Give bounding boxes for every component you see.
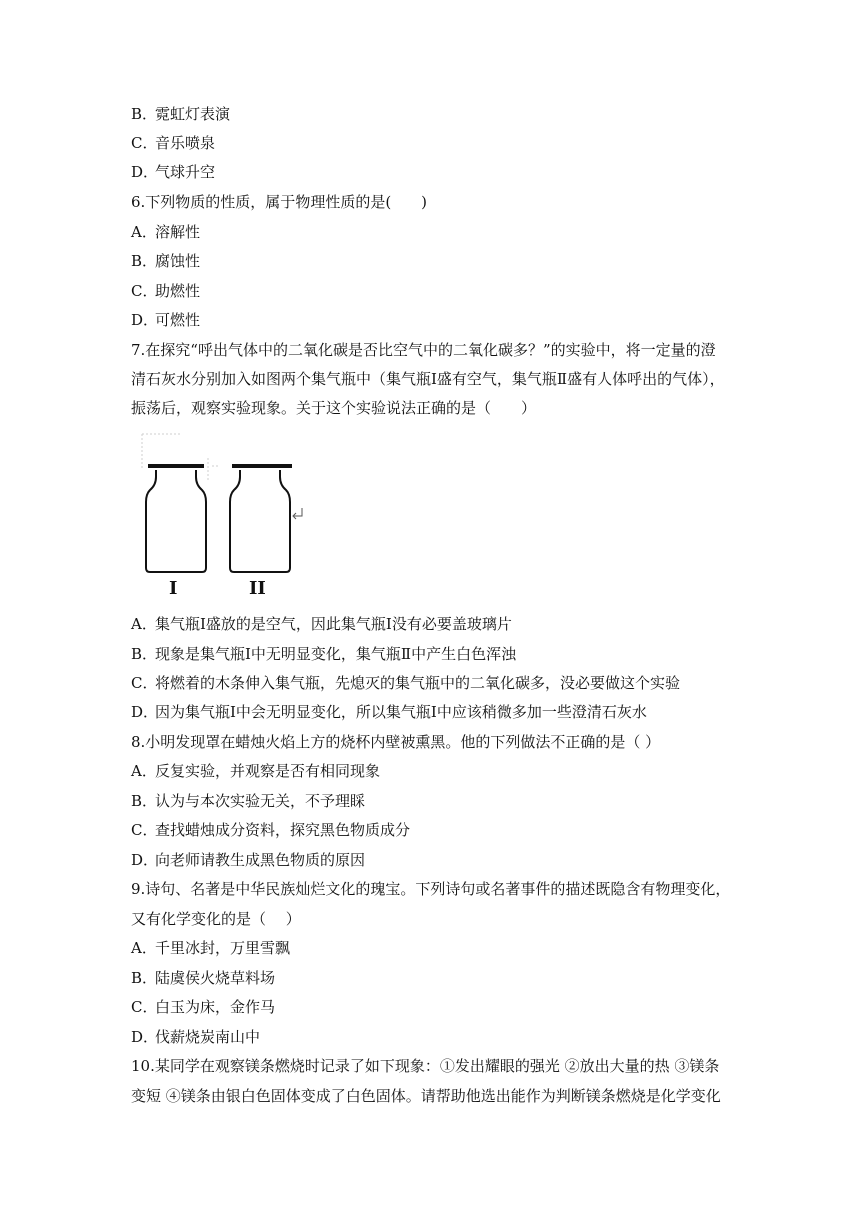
q9-option-d	[131, 1027, 260, 1047]
option-letter: C．	[131, 998, 158, 1016]
q8-option-d	[131, 850, 365, 870]
option-text: 音乐喷泉	[155, 134, 216, 152]
option-text: 反复实验，并观察是否有相同现象	[155, 762, 381, 780]
option-text: 因为集气瓶Ⅰ中会无明显变化，所以集气瓶Ⅰ中应该稍微多加一些澄清石灰水	[155, 703, 647, 721]
q7-stem-line-1: 7.在探究“呼出气体中的二氧化碳是否比空气中的二氧化碳多？”的实验中，将一定量的澄	[131, 341, 716, 359]
option-letter: C．	[131, 821, 158, 839]
option-letter: B．	[131, 792, 158, 810]
q9-option-c	[131, 997, 275, 1017]
option-letter: A．	[131, 762, 157, 780]
bottle-2	[230, 464, 292, 572]
q9-stem-line-1: 9.诗句、名著是中华民族灿烂文化的瑰宝。下列诗句或名著事件的描述既隐含有物理变化，	[131, 880, 731, 898]
q8-option-c	[131, 820, 410, 840]
option-text: 腐蚀性	[155, 252, 201, 270]
q8-stem: 8.小明发现罩在蜡烛火焰上方的烧杯内壁被熏黑。他的下列做法不正确的是（ ）	[131, 733, 661, 751]
q6-option-a	[131, 222, 200, 242]
option-text: 白玉为床，金作马	[155, 998, 276, 1016]
bottle-1	[146, 464, 206, 572]
option-letter: C．	[131, 282, 158, 300]
option-letter: A．	[131, 615, 157, 633]
option-text: 可燃性	[155, 311, 201, 329]
q7-option-d	[131, 702, 647, 722]
gas-bottles-svg	[140, 430, 320, 600]
q7-option-a	[131, 614, 512, 634]
bottle-label-2: II	[249, 578, 266, 599]
option-text: 将燃着的木条伸入集气瓶，先熄灭的集气瓶中的二氧化碳多，没必要做这个实验	[155, 674, 681, 692]
return-mark-icon	[294, 508, 302, 516]
q7-option-c	[131, 673, 680, 693]
option-letter: C．	[131, 674, 158, 692]
option-letter: D．	[131, 703, 159, 721]
option-text: 认为与本次实验无关，不予理睬	[155, 792, 366, 810]
q9-option-a	[131, 938, 290, 958]
option-letter: B．	[131, 105, 158, 123]
option-text: 气球升空	[155, 163, 216, 181]
bottle-label-1: I	[169, 578, 178, 599]
option-letter: D．	[131, 851, 159, 869]
q7-option-b	[131, 644, 516, 664]
option-letter: B．	[131, 645, 158, 663]
option-letter: C．	[131, 134, 158, 152]
option-text: 查找蜡烛成分资料，探究黑色物质成分	[155, 821, 411, 839]
q5-option-b	[131, 104, 230, 124]
option-text: 助燃性	[155, 282, 201, 300]
option-letter: D．	[131, 1028, 159, 1046]
option-letter: D．	[131, 163, 159, 181]
q6-option-b	[131, 251, 200, 271]
option-text: 伐薪烧炭南山中	[155, 1028, 261, 1046]
glass-plate-1	[148, 464, 204, 468]
option-text: 霓虹灯表演	[155, 105, 231, 123]
gas-bottles-figure	[140, 430, 320, 600]
option-text: 千里冰封，万里雪飘	[155, 939, 291, 957]
option-text: 陆虞侯火烧草料场	[155, 969, 276, 987]
q5-option-c	[131, 133, 215, 153]
q8-option-b	[131, 791, 365, 811]
option-text: 溶解性	[155, 223, 201, 241]
option-text: 向老师请教生成黑色物质的原因	[155, 851, 366, 869]
option-text: 集气瓶Ⅰ盛放的是空气，因此集气瓶Ⅰ没有必要盖玻璃片	[155, 615, 512, 633]
option-letter: B．	[131, 969, 158, 987]
q6-option-d	[131, 310, 200, 330]
option-letter: D．	[131, 311, 159, 329]
q5-option-d	[131, 162, 215, 182]
option-letter: B．	[131, 252, 158, 270]
q6-stem: 6.下列物质的性质，属于物理性质的是( )	[131, 193, 428, 211]
q10-stem-line-1: 10.某同学在观察镁条燃烧时记录了如下现象：①发出耀眼的强光 ②放出大量的热 ③镁条	[131, 1057, 720, 1075]
glass-plate-2	[232, 464, 292, 468]
q7-stem-line-3: 振荡后，观察实验现象。关于这个实验说法正确的是（ ）	[131, 399, 537, 417]
q6-option-c	[131, 281, 200, 301]
q10-stem-line-2: 变短 ④镁条由银白色固体变成了白色固体。请帮助他选出能作为判断镁条燃烧是化学变化	[131, 1087, 721, 1105]
option-letter: A．	[131, 939, 157, 957]
q7-stem-line-2: 清石灰水分别加入如图两个集气瓶中（集气瓶Ⅰ盛有空气，集气瓶Ⅱ盛有人体呼出的气体），	[131, 370, 725, 388]
option-text: 现象是集气瓶Ⅰ中无明显变化，集气瓶Ⅱ中产生白色浑浊	[155, 645, 517, 663]
option-letter: A．	[131, 223, 157, 241]
q9-stem-line-2: 又有化学变化的是（ ）	[131, 910, 301, 928]
q8-option-a	[131, 761, 380, 781]
q9-option-b	[131, 968, 275, 988]
